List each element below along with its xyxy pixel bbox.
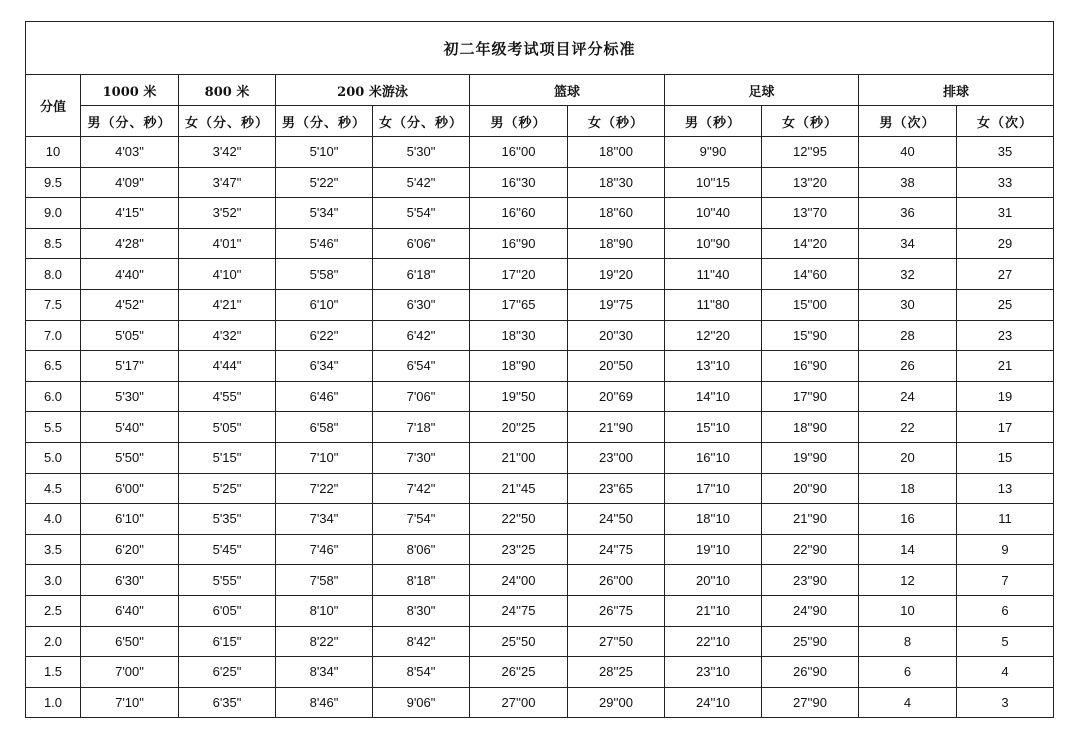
table-cell: 26''90 bbox=[762, 657, 859, 688]
table-cell: 10 bbox=[859, 595, 957, 626]
table-cell: 11 bbox=[957, 504, 1054, 535]
table-cell: 4'55" bbox=[179, 381, 276, 412]
table-cell: 34 bbox=[859, 228, 957, 259]
score-cell: 8.0 bbox=[26, 259, 81, 290]
table-cell: 24''10 bbox=[665, 687, 762, 718]
subheader-cell: 女（分、秒） bbox=[179, 106, 276, 137]
table-cell: 7'30" bbox=[373, 442, 470, 473]
table-cell: 4'10" bbox=[179, 259, 276, 290]
table-cell: 19''20 bbox=[568, 259, 665, 290]
table-cell: 23''90 bbox=[762, 565, 859, 596]
table-cell: 17''90 bbox=[762, 381, 859, 412]
table-cell: 25''90 bbox=[762, 626, 859, 657]
subheader-cell: 女（分、秒） bbox=[373, 106, 470, 137]
table-cell: 18''30 bbox=[470, 320, 568, 351]
table-cell: 5'40" bbox=[81, 412, 179, 443]
table-cell: 21''90 bbox=[568, 412, 665, 443]
table-cell: 8'42" bbox=[373, 626, 470, 657]
table-cell: 23''00 bbox=[568, 442, 665, 473]
table-cell: 21 bbox=[957, 351, 1054, 382]
table-cell: 18''10 bbox=[665, 504, 762, 535]
table-cell: 6'54" bbox=[373, 351, 470, 382]
table-cell: 20''10 bbox=[665, 565, 762, 596]
table-cell: 15''10 bbox=[665, 412, 762, 443]
table-cell: 6'10" bbox=[81, 504, 179, 535]
table-cell: 7'34" bbox=[276, 504, 373, 535]
table-row bbox=[26, 595, 1054, 626]
table-cell: 22 bbox=[859, 412, 957, 443]
table-row bbox=[26, 320, 1054, 351]
table-row bbox=[26, 412, 1054, 443]
score-cell: 4.0 bbox=[26, 504, 81, 535]
table-cell: 7 bbox=[957, 565, 1054, 596]
group-header-basketball: 篮球 bbox=[470, 75, 665, 106]
table-cell: 4'32" bbox=[179, 320, 276, 351]
table-cell: 24''90 bbox=[762, 595, 859, 626]
table-cell: 7'18" bbox=[373, 412, 470, 443]
table-cell: 30 bbox=[859, 289, 957, 320]
table-cell: 5'22" bbox=[276, 167, 373, 198]
table-cell: 22''90 bbox=[762, 534, 859, 565]
table-cell: 3'52" bbox=[179, 198, 276, 229]
table-row bbox=[26, 351, 1054, 382]
table-cell: 24''75 bbox=[470, 595, 568, 626]
group-header-1000m: 1000 米 bbox=[81, 75, 179, 106]
score-cell: 1.5 bbox=[26, 657, 81, 688]
table-cell: 13''10 bbox=[665, 351, 762, 382]
table-cell: 38 bbox=[859, 167, 957, 198]
table-cell: 20''69 bbox=[568, 381, 665, 412]
table-cell: 5'30" bbox=[373, 137, 470, 168]
table-cell: 9''90 bbox=[665, 137, 762, 168]
table-cell: 27''90 bbox=[762, 687, 859, 718]
score-cell: 9.5 bbox=[26, 167, 81, 198]
table-cell: 12''95 bbox=[762, 137, 859, 168]
table-cell: 7'46" bbox=[276, 534, 373, 565]
table-cell: 5'05" bbox=[81, 320, 179, 351]
table-cell: 4'28" bbox=[81, 228, 179, 259]
table-cell: 8'06" bbox=[373, 534, 470, 565]
table-cell: 19''75 bbox=[568, 289, 665, 320]
table-cell: 6'00" bbox=[81, 473, 179, 504]
table-cell: 8'54" bbox=[373, 657, 470, 688]
score-cell: 3.0 bbox=[26, 565, 81, 596]
table-title: 初二年级考试项目评分标准 bbox=[26, 22, 1054, 75]
group-header-800m: 800 米 bbox=[179, 75, 276, 106]
table-cell: 26 bbox=[859, 351, 957, 382]
table-cell: 17''20 bbox=[470, 259, 568, 290]
table-row bbox=[26, 657, 1054, 688]
score-cell: 4.5 bbox=[26, 473, 81, 504]
table-cell: 7'00" bbox=[81, 657, 179, 688]
table-cell: 18 bbox=[859, 473, 957, 504]
table-cell: 7'10" bbox=[276, 442, 373, 473]
table-cell: 9'06" bbox=[373, 687, 470, 718]
table-cell: 10''40 bbox=[665, 198, 762, 229]
table-cell: 16''00 bbox=[470, 137, 568, 168]
table-cell: 23''65 bbox=[568, 473, 665, 504]
table-cell: 14 bbox=[859, 534, 957, 565]
table-cell: 24''50 bbox=[568, 504, 665, 535]
score-cell: 2.0 bbox=[26, 626, 81, 657]
table-row bbox=[26, 442, 1054, 473]
table-cell: 20''50 bbox=[568, 351, 665, 382]
table-cell: 6'22" bbox=[276, 320, 373, 351]
table-cell: 18''90 bbox=[470, 351, 568, 382]
table-cell: 7'58" bbox=[276, 565, 373, 596]
scoring-standard-table bbox=[25, 21, 1054, 718]
table-row bbox=[26, 565, 1054, 596]
score-cell: 6.5 bbox=[26, 351, 81, 382]
subheader-cell: 男（秒） bbox=[665, 106, 762, 137]
table-cell: 18''30 bbox=[568, 167, 665, 198]
table-cell: 18''90 bbox=[568, 228, 665, 259]
table-row bbox=[26, 687, 1054, 718]
table-cell: 7'22" bbox=[276, 473, 373, 504]
table-cell: 28''25 bbox=[568, 657, 665, 688]
score-cell: 5.5 bbox=[26, 412, 81, 443]
table-cell: 3'42" bbox=[179, 137, 276, 168]
table-cell: 6'42" bbox=[373, 320, 470, 351]
table-cell: 6'25" bbox=[179, 657, 276, 688]
table-cell: 3 bbox=[957, 687, 1054, 718]
table-cell: 4'09" bbox=[81, 167, 179, 198]
table-cell: 10''15 bbox=[665, 167, 762, 198]
table-cell: 22''10 bbox=[665, 626, 762, 657]
table-cell: 28 bbox=[859, 320, 957, 351]
table-cell: 27''50 bbox=[568, 626, 665, 657]
table-cell: 7'42" bbox=[373, 473, 470, 504]
table-cell: 4'01" bbox=[179, 228, 276, 259]
table-cell: 24 bbox=[859, 381, 957, 412]
score-cell: 1.0 bbox=[26, 687, 81, 718]
score-cell: 7.0 bbox=[26, 320, 81, 351]
table-cell: 15''00 bbox=[762, 289, 859, 320]
score-header: 分值 bbox=[26, 75, 81, 137]
table-row bbox=[26, 473, 1054, 504]
table-cell: 33 bbox=[957, 167, 1054, 198]
table-cell: 20''30 bbox=[568, 320, 665, 351]
table-cell: 19''90 bbox=[762, 442, 859, 473]
table-cell: 20''90 bbox=[762, 473, 859, 504]
table-cell: 20 bbox=[859, 442, 957, 473]
table-cell: 16''90 bbox=[470, 228, 568, 259]
table-cell: 23''25 bbox=[470, 534, 568, 565]
table-cell: 5'58" bbox=[276, 259, 373, 290]
table-cell: 5'55" bbox=[179, 565, 276, 596]
table-cell: 5'46" bbox=[276, 228, 373, 259]
table-cell: 5'42" bbox=[373, 167, 470, 198]
table-cell: 6'06" bbox=[373, 228, 470, 259]
table-cell: 16''10 bbox=[665, 442, 762, 473]
score-cell: 2.5 bbox=[26, 595, 81, 626]
table-cell: 18''60 bbox=[568, 198, 665, 229]
table-cell: 6'30" bbox=[81, 565, 179, 596]
table-cell: 24''00 bbox=[470, 565, 568, 596]
table-row bbox=[26, 198, 1054, 229]
title-row bbox=[26, 22, 1054, 75]
table-cell: 17 bbox=[957, 412, 1054, 443]
subheader-cell: 男（秒） bbox=[470, 106, 568, 137]
table-cell: 25 bbox=[957, 289, 1054, 320]
table-cell: 21''90 bbox=[762, 504, 859, 535]
table-cell: 17''10 bbox=[665, 473, 762, 504]
subheader-cell: 男（次） bbox=[859, 106, 957, 137]
table-cell: 29''00 bbox=[568, 687, 665, 718]
table-cell: 5'54" bbox=[373, 198, 470, 229]
table-cell: 6'30" bbox=[373, 289, 470, 320]
table-cell: 7'54" bbox=[373, 504, 470, 535]
table-row bbox=[26, 289, 1054, 320]
table-cell: 5'35" bbox=[179, 504, 276, 535]
table-cell: 4'03" bbox=[81, 137, 179, 168]
table-cell: 4'21" bbox=[179, 289, 276, 320]
table-cell: 18''00 bbox=[568, 137, 665, 168]
table-cell: 21''00 bbox=[470, 442, 568, 473]
table-cell: 12''20 bbox=[665, 320, 762, 351]
table-cell: 8 bbox=[859, 626, 957, 657]
table-cell: 19''50 bbox=[470, 381, 568, 412]
score-cell: 10 bbox=[26, 137, 81, 168]
table-cell: 27 bbox=[957, 259, 1054, 290]
score-cell: 6.0 bbox=[26, 381, 81, 412]
score-cell: 7.5 bbox=[26, 289, 81, 320]
table-cell: 10''90 bbox=[665, 228, 762, 259]
table-cell: 4 bbox=[957, 657, 1054, 688]
table-cell: 8'22" bbox=[276, 626, 373, 657]
table-cell: 6'46" bbox=[276, 381, 373, 412]
table-cell: 26''00 bbox=[568, 565, 665, 596]
table-cell: 8'10" bbox=[276, 595, 373, 626]
table-cell: 14''60 bbox=[762, 259, 859, 290]
table-cell: 17''65 bbox=[470, 289, 568, 320]
table-cell: 23 bbox=[957, 320, 1054, 351]
table-cell: 24''75 bbox=[568, 534, 665, 565]
table-cell: 16''30 bbox=[470, 167, 568, 198]
group-header-row bbox=[26, 75, 1054, 106]
table-cell: 16 bbox=[859, 504, 957, 535]
table-cell: 6'05" bbox=[179, 595, 276, 626]
group-header-swim-200m: 200 米游泳 bbox=[276, 75, 470, 106]
table-cell: 25''50 bbox=[470, 626, 568, 657]
table-row bbox=[26, 228, 1054, 259]
table-cell: 6'35" bbox=[179, 687, 276, 718]
table-row bbox=[26, 167, 1054, 198]
table-cell: 22''50 bbox=[470, 504, 568, 535]
table-cell: 4'40" bbox=[81, 259, 179, 290]
table-cell: 29 bbox=[957, 228, 1054, 259]
table-cell: 6 bbox=[957, 595, 1054, 626]
table-cell: 21''45 bbox=[470, 473, 568, 504]
table-cell: 31 bbox=[957, 198, 1054, 229]
table-cell: 35 bbox=[957, 137, 1054, 168]
table-cell: 14''20 bbox=[762, 228, 859, 259]
table-cell: 11''80 bbox=[665, 289, 762, 320]
table-cell: 11''40 bbox=[665, 259, 762, 290]
table-cell: 16''60 bbox=[470, 198, 568, 229]
subheader-row bbox=[26, 106, 1054, 137]
table-cell: 5 bbox=[957, 626, 1054, 657]
table-cell: 36 bbox=[859, 198, 957, 229]
subheader-cell: 女（次） bbox=[957, 106, 1054, 137]
table-cell: 5'30" bbox=[81, 381, 179, 412]
table-body bbox=[26, 137, 1054, 718]
table-cell: 6'58" bbox=[276, 412, 373, 443]
table-cell: 5'45" bbox=[179, 534, 276, 565]
table-cell: 6'50" bbox=[81, 626, 179, 657]
table-cell: 6'20" bbox=[81, 534, 179, 565]
table-cell: 13 bbox=[957, 473, 1054, 504]
score-cell: 3.5 bbox=[26, 534, 81, 565]
table-cell: 5'17" bbox=[81, 351, 179, 382]
table-cell: 26''75 bbox=[568, 595, 665, 626]
table-cell: 8'18" bbox=[373, 565, 470, 596]
score-cell: 5.0 bbox=[26, 442, 81, 473]
score-cell: 9.0 bbox=[26, 198, 81, 229]
table-cell: 6'15" bbox=[179, 626, 276, 657]
table-row bbox=[26, 259, 1054, 290]
table-row bbox=[26, 504, 1054, 535]
table-cell: 19 bbox=[957, 381, 1054, 412]
table-cell: 9 bbox=[957, 534, 1054, 565]
table-cell: 40 bbox=[859, 137, 957, 168]
table-cell: 19''10 bbox=[665, 534, 762, 565]
group-header-football: 足球 bbox=[665, 75, 859, 106]
table-row bbox=[26, 626, 1054, 657]
table-cell: 5'50" bbox=[81, 442, 179, 473]
subheader-cell: 男（分、秒） bbox=[81, 106, 179, 137]
table-cell: 27''00 bbox=[470, 687, 568, 718]
subheader-cell: 女（秒） bbox=[762, 106, 859, 137]
table-cell: 4'44" bbox=[179, 351, 276, 382]
subheader-cell: 女（秒） bbox=[568, 106, 665, 137]
table-cell: 21''10 bbox=[665, 595, 762, 626]
table-cell: 6'40" bbox=[81, 595, 179, 626]
table-cell: 5'15" bbox=[179, 442, 276, 473]
table-cell: 5'25" bbox=[179, 473, 276, 504]
table-cell: 15''90 bbox=[762, 320, 859, 351]
table-cell: 26''25 bbox=[470, 657, 568, 688]
table-cell: 6 bbox=[859, 657, 957, 688]
table-cell: 8'34" bbox=[276, 657, 373, 688]
score-cell: 8.5 bbox=[26, 228, 81, 259]
table-cell: 4'52" bbox=[81, 289, 179, 320]
table-cell: 20''25 bbox=[470, 412, 568, 443]
table-row bbox=[26, 381, 1054, 412]
group-header-volleyball: 排球 bbox=[859, 75, 1054, 106]
table-cell: 14''10 bbox=[665, 381, 762, 412]
table-cell: 5'10" bbox=[276, 137, 373, 168]
table-cell: 23''10 bbox=[665, 657, 762, 688]
table-cell: 18''90 bbox=[762, 412, 859, 443]
table-cell: 32 bbox=[859, 259, 957, 290]
subheader-cell: 男（分、秒） bbox=[276, 106, 373, 137]
table-cell: 4'15" bbox=[81, 198, 179, 229]
table-cell: 7'06" bbox=[373, 381, 470, 412]
table-cell: 13''70 bbox=[762, 198, 859, 229]
table-row bbox=[26, 534, 1054, 565]
table-cell: 7'10" bbox=[81, 687, 179, 718]
table-cell: 6'34" bbox=[276, 351, 373, 382]
table-cell: 3'47" bbox=[179, 167, 276, 198]
table-cell: 6'18" bbox=[373, 259, 470, 290]
table-cell: 13''20 bbox=[762, 167, 859, 198]
table-cell: 15 bbox=[957, 442, 1054, 473]
table-row bbox=[26, 137, 1054, 168]
table-cell: 4 bbox=[859, 687, 957, 718]
table-cell: 12 bbox=[859, 565, 957, 596]
table-cell: 5'34" bbox=[276, 198, 373, 229]
table-cell: 8'30" bbox=[373, 595, 470, 626]
table-cell: 6'10" bbox=[276, 289, 373, 320]
table-cell: 5'05" bbox=[179, 412, 276, 443]
table-cell: 16''90 bbox=[762, 351, 859, 382]
table-cell: 8'46" bbox=[276, 687, 373, 718]
